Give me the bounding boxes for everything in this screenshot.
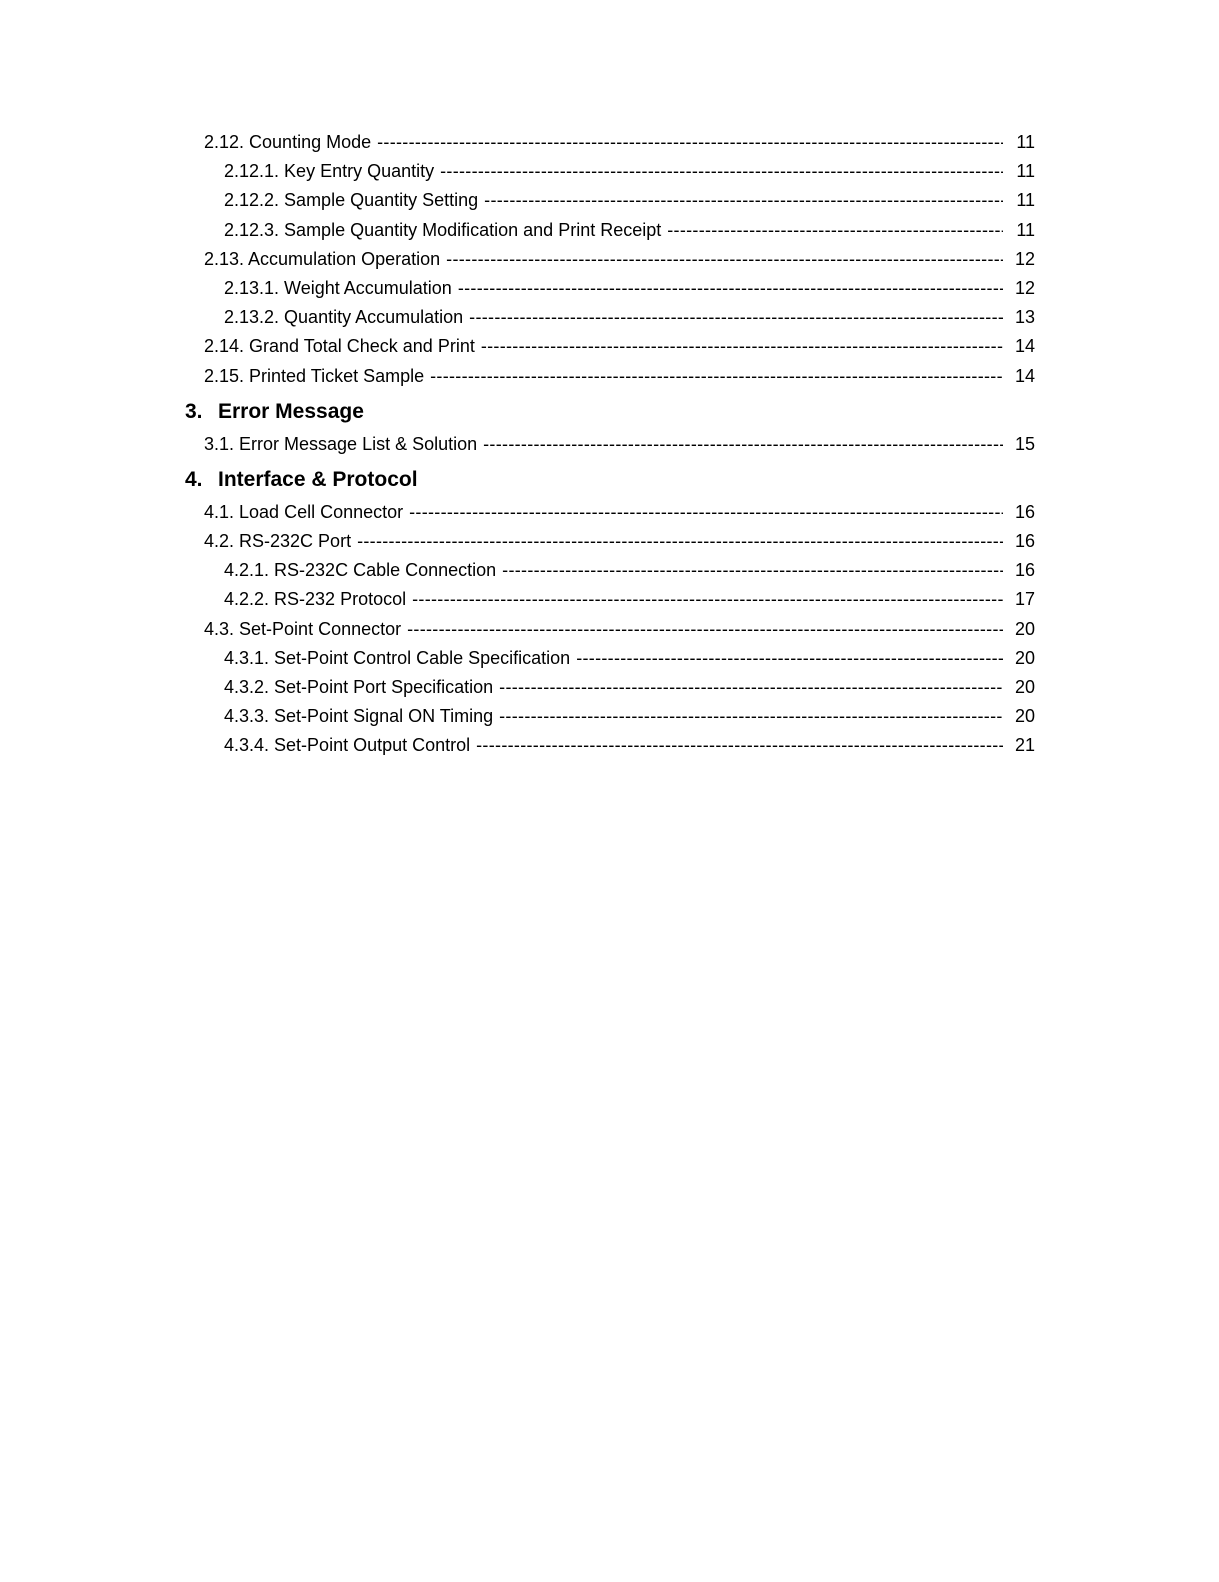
- dot-leader: [409, 498, 1003, 527]
- dot-leader: [412, 585, 1003, 614]
- toc-section: [185, 128, 1035, 391]
- toc-entry-label: 4.3.4. Set-Point Output Control: [224, 735, 471, 756]
- dot-leader: [667, 216, 1003, 245]
- toc-entry-label: 4.3.1. Set-Point Control Cable Specification: [224, 647, 571, 668]
- toc-entry-page-number: 17: [1014, 589, 1035, 610]
- toc-entry[interactable]: [185, 332, 1035, 361]
- toc-entry[interactable]: [185, 673, 1035, 702]
- toc-entry-label: 2.13. Accumulation Operation: [204, 248, 441, 269]
- dot-leader: [446, 245, 1003, 274]
- dot-leader: [483, 430, 1003, 459]
- toc-entry[interactable]: [185, 274, 1035, 303]
- dot-leader: [357, 527, 1003, 556]
- toc-entry-page-number: 16: [1014, 531, 1035, 552]
- toc-entry[interactable]: [185, 216, 1035, 245]
- toc-entry-label: 2.12.3. Sample Quantity Modification and Print Receipt: [224, 219, 662, 240]
- dot-leader: [502, 556, 1003, 585]
- toc-entry-page-number: 16: [1014, 560, 1035, 581]
- toc-entry-label: 2.12. Counting Mode: [204, 132, 372, 152]
- toc-entry-label: 2.12.2. Sample Quantity Setting: [224, 190, 479, 211]
- toc-entry-label: 4.3.3. Set-Point Signal ON Timing: [224, 706, 494, 727]
- toc-entry-page-number: 14: [1014, 336, 1035, 357]
- toc-entry-page-number: 12: [1014, 277, 1035, 298]
- dot-leader: [499, 702, 1003, 731]
- toc-entry[interactable]: [185, 303, 1035, 332]
- dot-leader: [499, 673, 1003, 702]
- dot-leader: [469, 303, 1003, 332]
- toc-entry[interactable]: [185, 498, 1035, 527]
- toc-entry-label: 4.3.2. Set-Point Port Specification: [224, 677, 494, 697]
- toc-entry-page-number: 20: [1014, 647, 1035, 668]
- toc-entry-label: 4.2. RS-232C Port: [204, 531, 352, 552]
- toc-entry-label: 4.2.2. RS-232 Protocol: [224, 589, 407, 610]
- toc-entry-page-number: 13: [1014, 307, 1035, 328]
- toc-entry[interactable]: [185, 702, 1035, 731]
- dot-leader: [377, 128, 1003, 157]
- toc-entry[interactable]: [185, 731, 1035, 760]
- toc-entry[interactable]: [185, 644, 1035, 673]
- table-of-contents: [185, 128, 1035, 761]
- toc-entry-page-number: 14: [1014, 365, 1035, 386]
- toc-entry-label: 4.1. Load Cell Connector: [204, 501, 404, 522]
- toc-entry-page-number: 12: [1014, 248, 1035, 269]
- dot-leader: [458, 274, 1003, 303]
- dot-leader: [430, 362, 1003, 391]
- toc-entry[interactable]: [185, 430, 1035, 459]
- chapter-heading[interactable]: [185, 462, 1035, 498]
- toc-entry-page-number: 15: [1014, 433, 1035, 454]
- toc-entry-page-number: 20: [1014, 677, 1035, 697]
- toc-entry-page-number: 20: [1014, 706, 1035, 727]
- toc-entry-label: 2.13.1. Weight Accumulation: [224, 277, 452, 298]
- chapter-title: Error Message: [218, 399, 364, 423]
- dot-leader: [476, 731, 1003, 760]
- chapter-number: 4.: [185, 467, 203, 491]
- toc-entry[interactable]: [185, 615, 1035, 644]
- dot-leader: [440, 157, 1003, 186]
- dot-leader: [576, 644, 1003, 673]
- toc-entry-page-number: 20: [1014, 618, 1035, 639]
- toc-entry-label: 4.3. Set-Point Connector: [204, 618, 402, 639]
- toc-entry[interactable]: [185, 527, 1035, 556]
- toc-entry[interactable]: [185, 157, 1035, 186]
- toc-entry-page-number: 11: [1016, 190, 1035, 211]
- toc-entry-label: 2.13.2. Quantity Accumulation: [224, 307, 464, 328]
- toc-entry-page-number: 11: [1016, 132, 1035, 152]
- chapter-title: Interface & Protocol: [218, 467, 418, 491]
- toc-entry[interactable]: [185, 128, 1035, 157]
- toc-entry[interactable]: [185, 556, 1035, 585]
- toc-entry-label: 4.2.1. RS-232C Cable Connection: [224, 560, 497, 581]
- dot-leader: [484, 186, 1003, 215]
- chapter-heading[interactable]: [185, 394, 1035, 430]
- toc-section: [185, 462, 1035, 761]
- toc-entry-label: 3.1. Error Message List & Solution: [204, 433, 478, 454]
- toc-entry-label: 2.14. Grand Total Check and Print: [204, 336, 475, 357]
- toc-section: [185, 394, 1035, 459]
- toc-entry[interactable]: [185, 186, 1035, 215]
- toc-entry[interactable]: [185, 585, 1035, 614]
- toc-entry-label: 2.15. Printed Ticket Sample: [204, 365, 425, 386]
- toc-entry-page-number: 21: [1014, 735, 1035, 756]
- chapter-number: 3.: [185, 399, 203, 423]
- toc-entry-page-number: 11: [1016, 161, 1035, 182]
- toc-entry[interactable]: [185, 362, 1035, 391]
- dot-leader: [407, 615, 1003, 644]
- toc-entry[interactable]: [185, 245, 1035, 274]
- dot-leader: [481, 332, 1003, 361]
- toc-entry-label: 2.12.1. Key Entry Quantity: [224, 161, 435, 182]
- toc-entry-page-number: 11: [1016, 219, 1035, 240]
- toc-entry-page-number: 16: [1014, 501, 1035, 522]
